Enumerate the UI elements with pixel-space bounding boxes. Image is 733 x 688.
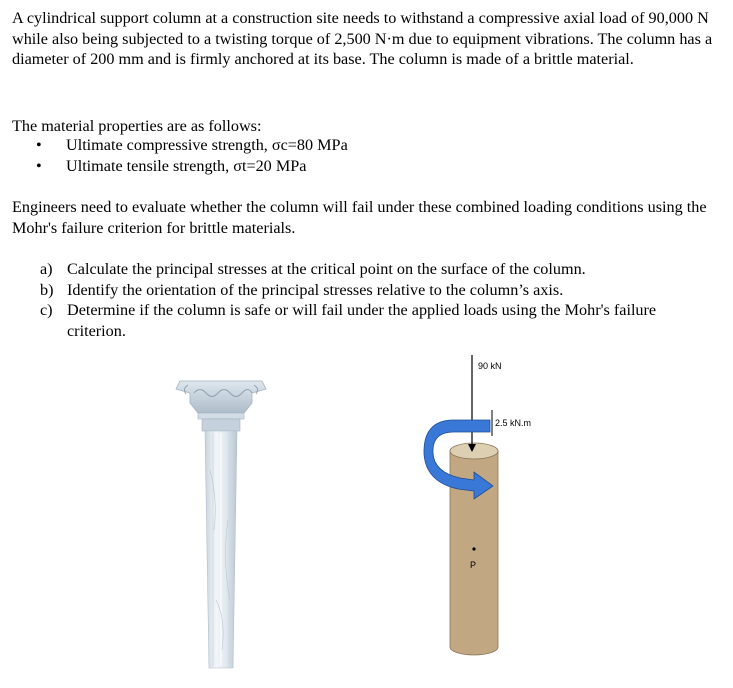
question-label: c) [40,301,53,319]
materials-heading: The material properties are as follows: [12,117,262,135]
torque-label: 2.5 kN.m [495,418,532,428]
material-tensile: • Ultimate tensile strength, σt=20 MPa [36,156,348,177]
axial-load-label: 90 kN [478,361,502,371]
question-text: Calculate the principal stresses at the critical point on the surface of the column. [67,260,586,278]
problem-intro: A cylindrical support column at a construction site needs to withstand a compressive axial load of 90,000 N while also being subjected to a twisting torque of 2,500 N·m due to equipment vibrations. The column has a diameter of 200 mm and is firmly anchored at its base. The column is made of a brittle material. [12,9,713,68]
evaluation-text: Engineers need to evaluate whether the column will fail under these combined loading conditions using the Mohr's failure criterion for brittle materials. [12,198,707,237]
question-label: a) [40,260,53,278]
question-label: b) [40,280,54,299]
marble-column-image [176,381,266,668]
question-text: Determine if the column is safe or will fail under the applied loads using the Mohr's failure criterion. [67,301,657,340]
loaded-cylinder-diagram [424,355,531,655]
question-text: Identify the orientation of the principal stresses relative to the column’s axis. [67,280,564,299]
point-p-label: P [470,560,477,570]
point-p-marker [472,547,475,550]
material-compressive: • Ultimate compressive strength, σc=80 MPa [36,135,348,156]
